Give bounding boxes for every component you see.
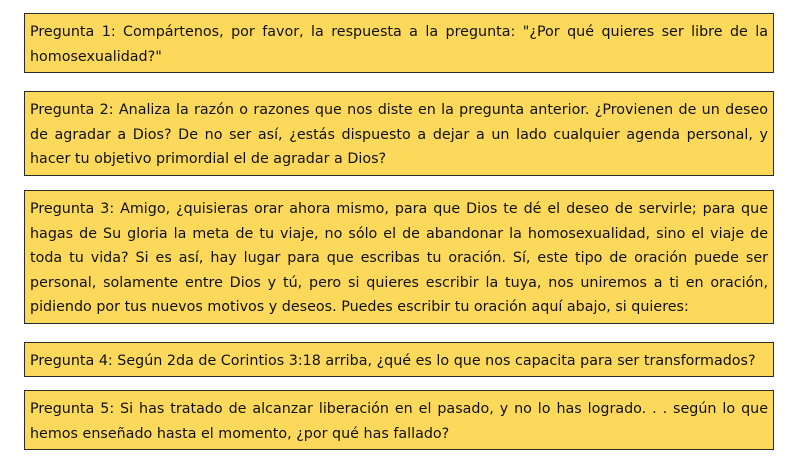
question-5-box bbox=[24, 390, 774, 450]
question-4-text: Pregunta 4: Según 2da de Corintios 3:18 arriba, ¿qué es lo que nos capacita para ser transformados? bbox=[30, 353, 756, 369]
question-5-text: Pregunta 5: Si has tratado de alcanzar liberación en el pasado, y no lo has logrado. . . según lo que hemos enseñado hasta el momento, ¿por qué has fallado? bbox=[30, 401, 768, 442]
question-1-box bbox=[24, 13, 774, 73]
question-3-text: Pregunta 3: Amigo, ¿quisieras orar ahora mismo, para que Dios te dé el deseo de servirle; para que hagas de Su gloria la meta de tu viaje, no sólo el de abandonar la homosexualidad, sino el viaje de toda tu vida? Si es así, hay lugar para que escribas tu oración. Sí, este tipo de oración puede ser personal, solamente entre Dios y tú, pero si quieres escribir la tuya, nos uniremos a ti en oración, pidiendo por tus nuevos motivos y deseos. Puedes escribir tu oración aquí abajo, si quieres: bbox=[30, 201, 768, 315]
question-1-text: Pregunta 1: Compártenos, por favor, la respuesta a la pregunta: "¿Por qué quieres ser libre de la homosexualidad?" bbox=[30, 24, 768, 65]
question-4-box bbox=[24, 342, 774, 377]
question-3-box bbox=[24, 190, 774, 324]
question-2-text: Pregunta 2: Analiza la razón o razones que nos diste en la pregunta anterior. ¿Provienen de un deseo de agradar a Dios? De no ser así, ¿estás dispuesto a dejar a un lado cualquier agenda personal, y hacer tu objetivo primordial el de agradar a Dios? bbox=[30, 102, 768, 167]
question-2-box bbox=[24, 91, 774, 176]
